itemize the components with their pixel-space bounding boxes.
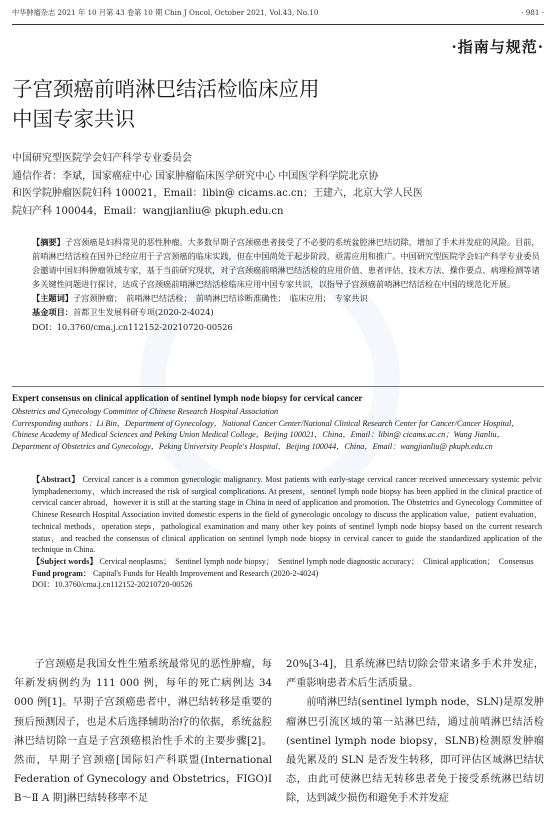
fund-label: 基金项目： [32, 307, 73, 318]
abstract-paragraph [12, 235, 542, 291]
title-line-2: 中国专家共识 [12, 107, 135, 131]
article-title [12, 74, 320, 134]
english-keywords-label: 【Subject words】 [32, 556, 98, 566]
divider [12, 386, 544, 387]
english-committee: Obstetrics and Gynecology Committee of Chinese Research Hospital Association [12, 407, 279, 416]
running-header [12, 8, 544, 25]
body-column-left [14, 655, 272, 809]
title-line-1: 子宫颈癌前哨淋巴结活检临床应用 [12, 77, 320, 101]
corresponding-line-1: 通信作者：李斌，国家癌症中心 国家肿瘤临床医学研究中心 中国医学科学院北京协 [12, 170, 379, 182]
keywords-paragraph [12, 291, 542, 305]
fund-text: 首都卫生发展科研专项(2020-2-4024) [72, 307, 214, 318]
english-fund-label: Fund program： [32, 568, 91, 578]
english-fund-paragraph [12, 568, 542, 580]
english-keywords-text: Cervical neoplasms； Sentinel lymph node biopsy； Sentinel lymph node diagnostic accuracy； Clinical application； Consensus [99, 556, 534, 566]
english-keywords-paragraph [12, 556, 542, 568]
english-corresponding: Corresponding authors：Li Bin，Department of Gynecology，National Cancer Center/National Clinical Research Center for Cancer/Cancer Hospital，Chinese Academy of Medical Sciences and Peking Union Medical College，Beijing 100021，China，Email：libin@ cicams.ac.cn；Wang Jianliu，Department of Obstetrics and Gynecology，Peking University People's Hospital，Beijing 100044，China，Email：wangjianliu@ pkuph.edu.cn [12, 418, 520, 451]
doi-en: DOI：10.3760/cma.j.cn112152-20210720-00526 [32, 580, 193, 590]
chinese-abstract [12, 235, 542, 334]
corresponding-line-3: 院妇产科 100044，Email：wangjianliu@ pkuph.edu.cn [12, 205, 284, 217]
english-author-block [12, 406, 542, 452]
body-paragraph-continued: 20%[3-4]，且系统淋巴结切除会带来诸多手术并发症，严重影响患者术后生活质量。 [286, 659, 544, 690]
section-label: ·指南与规范· [451, 38, 544, 56]
journal-info: 中华肿瘤杂志 2021 年 10 月第 43 卷第 10 期 Chin J Oncol, October 2021, Vol.43, No.10 [12, 8, 319, 17]
body-paragraph: 子宫颈癌是我国女性生殖系统最常见的恶性肿瘤，每年新发病例约为 111 000 例，每年的死亡病例达 34 000 例[1]。早期子宫颈癌患者中，淋巴结转移是重要的预后预测因子，也是术后选择辅助治疗的依据，系统盆腔淋巴结切除一直是子宫颈癌根治性手术的主要步骤[2]。然而，早期子宫颈癌[国际妇产科联盟(International Federation of Gynecology and Obstetrics，FIGO)Ⅰ B～Ⅱ A 期]淋巴结转移率不足 [14, 659, 272, 805]
english-fund-text: Capital's Funds for Health Improvement and Research (2020-2-4024) [93, 568, 319, 578]
body-paragraph-sln: 前哨淋巴结(sentinel lymph node，SLN)是原发肿瘤淋巴引流区域的第一站淋巴结，通过前哨淋巴结活检(sentinel lymph node biopsy，SLNB)检测原发肿瘤最先累及的 SLN 是否发生转移，即可评估区域淋巴结状态，由此可使淋巴结无转移患者免于接受系统淋巴结切除，达到减少损伤和避免手术并发症 [286, 697, 544, 805]
abstract-text: 子宫颈癌是妇科常见的恶性肿瘤。大多数早期子宫颈癌患者接受了不必要的系统盆腔淋巴结切除，增加了手术并发症的风险。目前，前哨淋巴结活检在国外已经应用于子宫颈癌的临床实践，但在中国尚处于起步阶段，亟需应用和推广。中国研究型医院学会妇产科学专业委员会邀请中国妇科肿瘤领域专家，基于当前研究现状，对子宫颈癌前哨淋巴结活检的应用价值、患者评估、技术方法、操作要点、病理检测等诸多关键性问题进行探讨，达成子宫颈癌前哨淋巴结活检临床应用中国专家共识，以指导子宫颈癌前哨淋巴结活检在中国的规范化开展。 [32, 237, 540, 290]
keywords-text: 子宫颈肿瘤； 前哨淋巴结活检； 前哨淋巴结诊断准确性； 临床应用； 专家共识 [72, 293, 368, 304]
keywords-label: 【主题词】 [32, 293, 73, 304]
english-abstract-label: 【Abstract】 [32, 475, 80, 484]
author-block [12, 150, 540, 220]
english-abstract-text: Cervical cancer is a common gynecologic malignancy. Most patients with early-stage cervical cancer received unnecessary systemic pelvic lymphadenectomy，which increased the risk of surgical complications. At present，sentinel lymph node biopsy has been applied in the clinical practice of cervical cancer abroad，however it is still at the starting stage in China in need of application and promotion. The Obstetrics and Gynecology Committee of Chinese Research Hospital Association invited domestic experts in the field of gynecologic oncology to discuss the application value，patient evaluation，technical methods，operation steps，pathological examination and many other key points of sentinel lymph node biopsy based on the current research status，and reached the consensus of clinical application on sentinel lymph node biopsy in cervical cancer to guide the standardized application of the technique in China. [32, 475, 543, 555]
doi-cn: DOI：10.3760/cma.j.cn112152-20210720-00526 [32, 321, 233, 332]
abstract-label: 【摘要】 [32, 237, 65, 247]
english-title: Expert consensus on clinical application of sentinel lymph node biopsy for cervical cancer [12, 393, 363, 403]
corresponding-line-2: 和医学院肿瘤医院妇科 100021，Email：libin@ cicams.ac.cn；王建六，北京大学人民医 [12, 188, 424, 199]
fund-paragraph [12, 305, 542, 319]
page-number: · 981 · [521, 8, 544, 17]
english-abstract-paragraph [12, 474, 542, 556]
body-column-right [286, 655, 544, 809]
committee-name: 中国研究型医院学会妇产科学专业委员会 [12, 153, 192, 164]
english-abstract [12, 474, 542, 591]
